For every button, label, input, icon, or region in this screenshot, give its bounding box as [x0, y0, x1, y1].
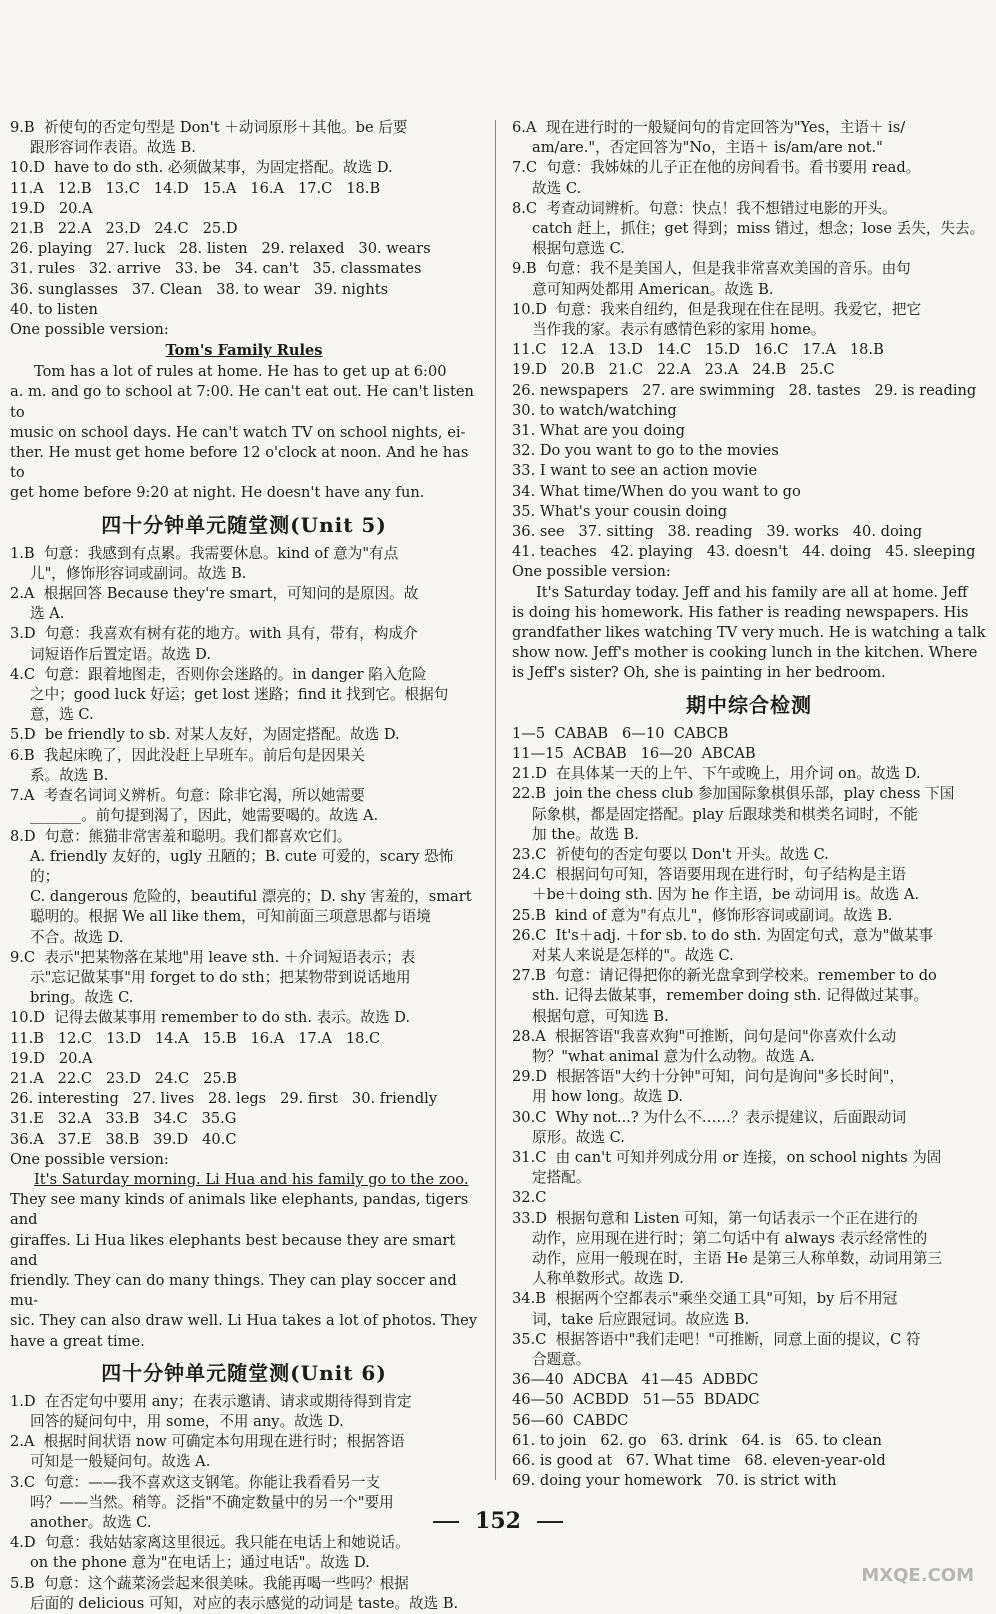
answer-line: 26. interesting 27. lives 28. legs 29. first 30. friendly [10, 1090, 438, 1108]
answer-line: is doing his homework. His father is reading newspapers. His [512, 603, 969, 621]
answer-line: 词，take 后应跟冠词。故应选 B. [532, 1310, 750, 1328]
answer-line: 35.C 根据答语中"我们走吧！"可推断，同意上面的提议，C 符 [512, 1330, 921, 1348]
answer-line: 36. see 37. sitting 38. reading 39. works 40. doing [512, 523, 923, 541]
answer-line: sth. 记得去做某事，remember doing sth. 记得做过某事。 [532, 987, 929, 1005]
answer-line: 意可知两处都用 American。故选 B. [532, 280, 774, 298]
answer-line: another。故选 C. [30, 1514, 152, 1531]
answer-line: 示"忘记做某事"用 forget to do sth；把某物带到说话地用 [30, 968, 411, 986]
answer-line: 1.D 在否定句中要用 any；在表示邀请、请求或期待得到肯定 [10, 1392, 412, 1410]
answer-line: 动作，应用现在进行时；第二句话中有 always 表示经常性的 [532, 1229, 928, 1247]
section-heading: 期中综合检测 [686, 692, 812, 717]
answer-line: C. dangerous 危险的，beautiful 漂亮的；D. shy 害羞的，smart [30, 888, 472, 906]
answer-line: 故选 C. [532, 179, 582, 197]
answer-line: 当作我的家。表示有感情色彩的家用 home。 [532, 321, 826, 339]
answer-line: 9.C 表示"把某物落在某地"用 leave sth. ＋介词短语表示；表 [10, 948, 416, 966]
answer-line: 8.D 句意：熊猫非常害羞和聪明。我们都喜欢它们。 [10, 827, 352, 845]
answer-line: 26. playing 27. luck 28. listen 29. relaxed 30. wears [10, 240, 431, 258]
answer-line: 31.C 由 can't 可知并列成分用 or 连接，on school nights 为固 [512, 1148, 942, 1166]
answer-line: 7.C 句意：我姊妹的儿子正在他的房间看书。看书要用 read。 [512, 159, 921, 177]
section-heading: 四十分钟单元随堂测(Unit 5) [101, 512, 387, 537]
answer-line: 6.B 我起床晚了，因此没赶上早班车。前后句是因果关 [10, 746, 365, 764]
answer-line: 根据句意选 C. [532, 240, 625, 258]
answer-line: friendly. They can do many things. They can play soccer and mu- [10, 1271, 462, 1310]
answer-line: 聪明的。根据 We all like them，可知前面三项意思都与语境 [30, 908, 431, 926]
right-column [512, 118, 986, 1491]
answer-line: 66. is good at 67. What time 68. eleven-year-old [512, 1452, 886, 1469]
answer-line: 之中；good luck 好运；get lost 迷路；find it 找到它。根据句 [30, 686, 449, 704]
answer-line: 10.D 句意：我来自纽约，但是我现在住在昆明。我爱它，把它 [512, 300, 922, 318]
answer-line: 词短语作后置定语。故选 D. [30, 645, 211, 663]
answer-line: 19.D 20.B 21.C 22.A 23.A 24.B 25.C [512, 361, 835, 379]
answer-line: 11.A 12.B 13.C 14.D 15.A 16.A 17.C 18.B [10, 179, 381, 197]
section-heading: 四十分钟单元随堂测(Unit 6) [101, 1360, 387, 1385]
answer-line: a. m. and go to school at 7:00. He can't eat out. He can't listen to [10, 383, 479, 421]
answer-line: One possible version: [10, 1150, 169, 1168]
answer-line: 5.B 句意：这个蔬菜汤尝起来很美味。我能再喝一些吗？根据 [10, 1574, 409, 1592]
answer-line: 根据句意，可知选 B. [532, 1007, 669, 1025]
answer-line: 2.A 根据时间状语 now 可确定本句用现在进行时；根据答语 [10, 1433, 405, 1451]
answer-line: 8.C 考查动词辨析。句意：快点！我不想错过电影的开头。 [512, 199, 897, 217]
answer-line: 2.A 根据回答 Because they're smart，可知问的是原因。故 [10, 585, 419, 603]
answer-line: 19.D 20.A [10, 199, 93, 217]
answer-line: 30.C Why not...? 为什么不……？表示提建议，后面跟动词 [512, 1108, 907, 1126]
answer-line: catch 赶上，抓住；get 得到；miss 错过，想念；lose 丢失，失去。 [532, 220, 985, 238]
answer-line: 26.C It's＋adj. ＋for sb. to do sth. 为固定句式，意为"做某事 [512, 926, 934, 944]
answer-line: 34. What time/When do you want to go [512, 482, 801, 500]
answer-line: 32.C [512, 1189, 547, 1207]
answer-line: 11.C 12.A 13.D 14.C 15.D 16.C 17.A 18.B [512, 341, 884, 359]
answer-line: 23.C 祈使句的否定句要以 Don't 开头。故选 C. [512, 845, 829, 863]
answer-line: 原形。故选 C. [532, 1128, 625, 1146]
answer-line: 9.B 祈使句的否定句型是 Don't ＋动词原形＋其他。be 后要 [10, 119, 408, 136]
answer-line: 定搭配。 [532, 1169, 591, 1187]
answer-line: music on school days. He can't watch TV on school nights, ei- [10, 423, 466, 441]
answer-line: 22.B join the chess club 参加国际象棋俱乐部，play chess 下国 [512, 785, 955, 803]
answer-line: 10.D 记得去做某事用 remember to do sth. 表示。故选 D. [10, 1009, 411, 1027]
answer-line: 40. to listen [10, 300, 98, 318]
answer-line: 33. I want to see an action movie [512, 462, 758, 480]
answer-line: 1—5 CABAB 6—10 CABCB [512, 724, 729, 742]
answer-line: 5.D be friendly to sb. 对某人友好，为固定搭配。故选 D. [10, 726, 400, 744]
answer-line: 动作，应用一般现在时，主语 He 是第三人称单数，动词用第三 [532, 1249, 943, 1267]
answer-line: One possible version: [10, 321, 169, 339]
answer-line: am/are."，否定回答为"No，主语＋ is/am/are not." [532, 139, 883, 157]
answer-line: 3.D 句意：我喜欢有树有花的地方。with 具有，带有，构成介 [10, 625, 418, 643]
answer-line: 32. Do you want to go to the movies [512, 442, 779, 460]
answer-line: 3.C 句意：——我不喜欢这支钢笔。你能让我看看另一支 [10, 1473, 381, 1491]
answer-line: 21.B 22.A 23.D 24.C 25.D [10, 220, 238, 238]
answer-line: 可知是一般疑问句。故选 A. [30, 1453, 211, 1471]
answer-line: 跟形容词作表语。故选 B. [30, 139, 196, 157]
answer-line: 21.D 在具体某一天的上午、下午或晚上，用介词 on。故选 D. [512, 765, 921, 783]
answer-line: 后面的 delicious 可知，对应的表示感觉的动词是 taste。故选 B. [30, 1594, 459, 1612]
answer-line: 33.D 根据句意和 Listen 可知，第一句话表示一个正在进行的 [512, 1209, 918, 1227]
answer-line: 11.B 12.C 13.D 14.A 15.B 16.A 17.A 18.C [10, 1029, 381, 1047]
answer-line: 不合。故选 D. [30, 928, 124, 946]
answer-line: 29.D 根据答语"大约十分钟"可知，问句是询问"多长时间"， [512, 1068, 905, 1086]
answer-line: 35. What's your cousin doing [512, 502, 728, 520]
answer-line: 1.B 句意：我感到有点累。我需要休息。kind of 意为"有点 [10, 544, 399, 562]
answer-line: 意，选 C. [30, 706, 94, 724]
answer-line: 吗？——当然。稍等。泛指"不确定数量中的另一个"要用 [30, 1493, 394, 1511]
answer-line: 19.D 20.A [10, 1049, 93, 1067]
answer-line: _______。前句提到渴了，因此，她需要喝的。故选 A. [30, 807, 379, 825]
answer-line: 36.A 37.E 38.B 39.D 40.C [10, 1130, 237, 1148]
answer-line: bring。故选 C. [30, 989, 134, 1007]
answer-line: 11—15 ACBAB 16—20 ABCAB [512, 744, 756, 762]
answer-line: 26. newspapers 27. are swimming 28. tastes 29. is reading [512, 381, 977, 399]
answer-line: 对某人来说是怎样的"。故选 C. [532, 946, 734, 964]
answer-line: Tom has a lot of rules at home. He has to get up at 6:00 [34, 363, 447, 381]
footer-dash-left [433, 1521, 459, 1523]
answer-line: 9.B 句意：我不是美国人，但是我非常喜欢美国的音乐。由句 [512, 260, 911, 278]
answer-line: 30. to watch/watching [512, 401, 677, 419]
answer-line: 61. to join 62. go 63. drink 64. is 65. to clean [512, 1431, 882, 1449]
answer-line: sic. They can also draw well. Li Hua takes a lot of photos. They [10, 1312, 478, 1330]
answer-line: 21.A 22.C 23.D 24.C 25.B [10, 1069, 238, 1087]
answer-line: 31. What are you doing [512, 422, 686, 440]
answer-line: 选 A. [30, 605, 65, 623]
answer-line: 31. rules 32. arrive 33. be 34. can't 35. classmates [10, 260, 422, 278]
answer-line: giraffes. Li Hua likes elephants best because they are smart and [10, 1231, 460, 1269]
answer-line: 46—50 ACBDD 51—55 BDADC [512, 1391, 760, 1409]
answer-line: 6.A 现在进行时的一般疑问句的肯定回答为"Yes，主语＋ is/ [512, 119, 906, 136]
footer-dash-right [537, 1521, 563, 1523]
answer-line: 7.A 考查名词词义辨析。句意：除非它渴，所以她需要 [10, 787, 365, 805]
column-divider [495, 120, 496, 1480]
answer-line: 加 the。故选 B. [532, 825, 639, 843]
answer-line: It's Saturday morning. Li Hua and his family go to the zoo. [34, 1170, 469, 1188]
answer-line: 合题意。 [532, 1350, 591, 1368]
answer-line: 25.B kind of 意为"有点儿"，修饰形容词或副词。故选 B. [512, 906, 893, 924]
answer-line: show now. Jeff's mother is cooking lunch in the kitchen. Where [512, 644, 978, 662]
answer-line: get home before 9:20 at night. He doesn't have any fun. [10, 484, 425, 502]
answer-line: 56—60 CABDC [512, 1411, 629, 1429]
answer-line: 人称单数形式。故选 D. [532, 1270, 684, 1288]
answer-line: 34.B 根据两个空都表示"乘坐交通工具"可知，by 后不用冠 [512, 1290, 898, 1308]
answer-line: One possible version: [512, 563, 671, 581]
answer-line: 系。故选 B. [30, 766, 109, 784]
answer-line: 27.B 句意：请记得把你的新光盘拿到学校来。remember to do [512, 967, 937, 985]
answer-line: 10.D have to do sth. 必须做某事，为固定搭配。故选 D. [10, 159, 393, 177]
answer-line: 28.A 根据答语"我喜欢狗"可推断，问句是问"你喜欢什么动 [512, 1027, 897, 1045]
answer-line: 31.E 32.A 33.B 34.C 35.G [10, 1110, 237, 1128]
answer-line: have a great time. [10, 1332, 145, 1350]
answer-line: A. friendly 友好的，ugly 丑陋的；B. cute 可爱的，scary 恐怖的； [30, 847, 454, 885]
answer-line: grandfather likes watching TV very much. He is watching a talk [512, 624, 986, 642]
answer-line: 4.D 句意：我姑姑家离这里很远。我只能在电话上和她说话。 [10, 1534, 410, 1552]
answer-line: It's Saturday today. Jeff and his family are all at home. Jeff [536, 583, 968, 601]
answer-line: ＋be＋doing sth. 因为 he 作主语，be 动词用 is。故选 A. [532, 886, 920, 904]
answer-line: 儿"，修饰形容词或副词。故选 B. [30, 564, 247, 582]
answer-line: 回答的疑问句中，用 some，不用 any。故选 D. [30, 1412, 344, 1430]
answer-line: 4.C 句意：跟着地图走，否则你会迷路的。in danger 陷入危险 [10, 665, 427, 683]
answer-line: 36. sunglasses 37. Clean 38. to wear 39. nights [10, 280, 389, 298]
answer-line: 24.C 根据问句可知，答语要用现在进行时，句子结构是主语 [512, 866, 906, 884]
answer-line: 41. teaches 42. playing 43. doesn't 44. doing 45. sleeping [512, 543, 976, 561]
answer-line: on the phone 意为"在电话上；通过电话"。故选 D. [30, 1554, 370, 1572]
answer-line: 36—40 ADCBA 41—45 ADBDC [512, 1371, 759, 1389]
left-column [10, 118, 478, 1614]
answer-line: They see many kinds of animals like elephants, pandas, tigers and [10, 1191, 473, 1229]
answer-line: 际象棋，都是固定搭配。play 后跟球类和棋类名词时，不能 [532, 805, 918, 823]
page-number: 152 [475, 1508, 521, 1534]
page-footer [0, 1508, 996, 1534]
answer-line: 用 how long。故选 D. [532, 1088, 683, 1106]
watermark-logo: MXQE.COM [861, 1565, 974, 1586]
essay-title: Tom's Family Rules [165, 342, 323, 360]
answer-line: is Jeff's sister? Oh, she is painting in her bedroom. [512, 664, 886, 682]
answer-line: ther. He must get home before 12 o'clock at noon. And he has to [10, 444, 473, 482]
answer-line: 69. doing your homework 70. is strict with [512, 1472, 837, 1490]
answer-line: 物？"what animal 意为什么动物。故选 A. [532, 1047, 815, 1065]
